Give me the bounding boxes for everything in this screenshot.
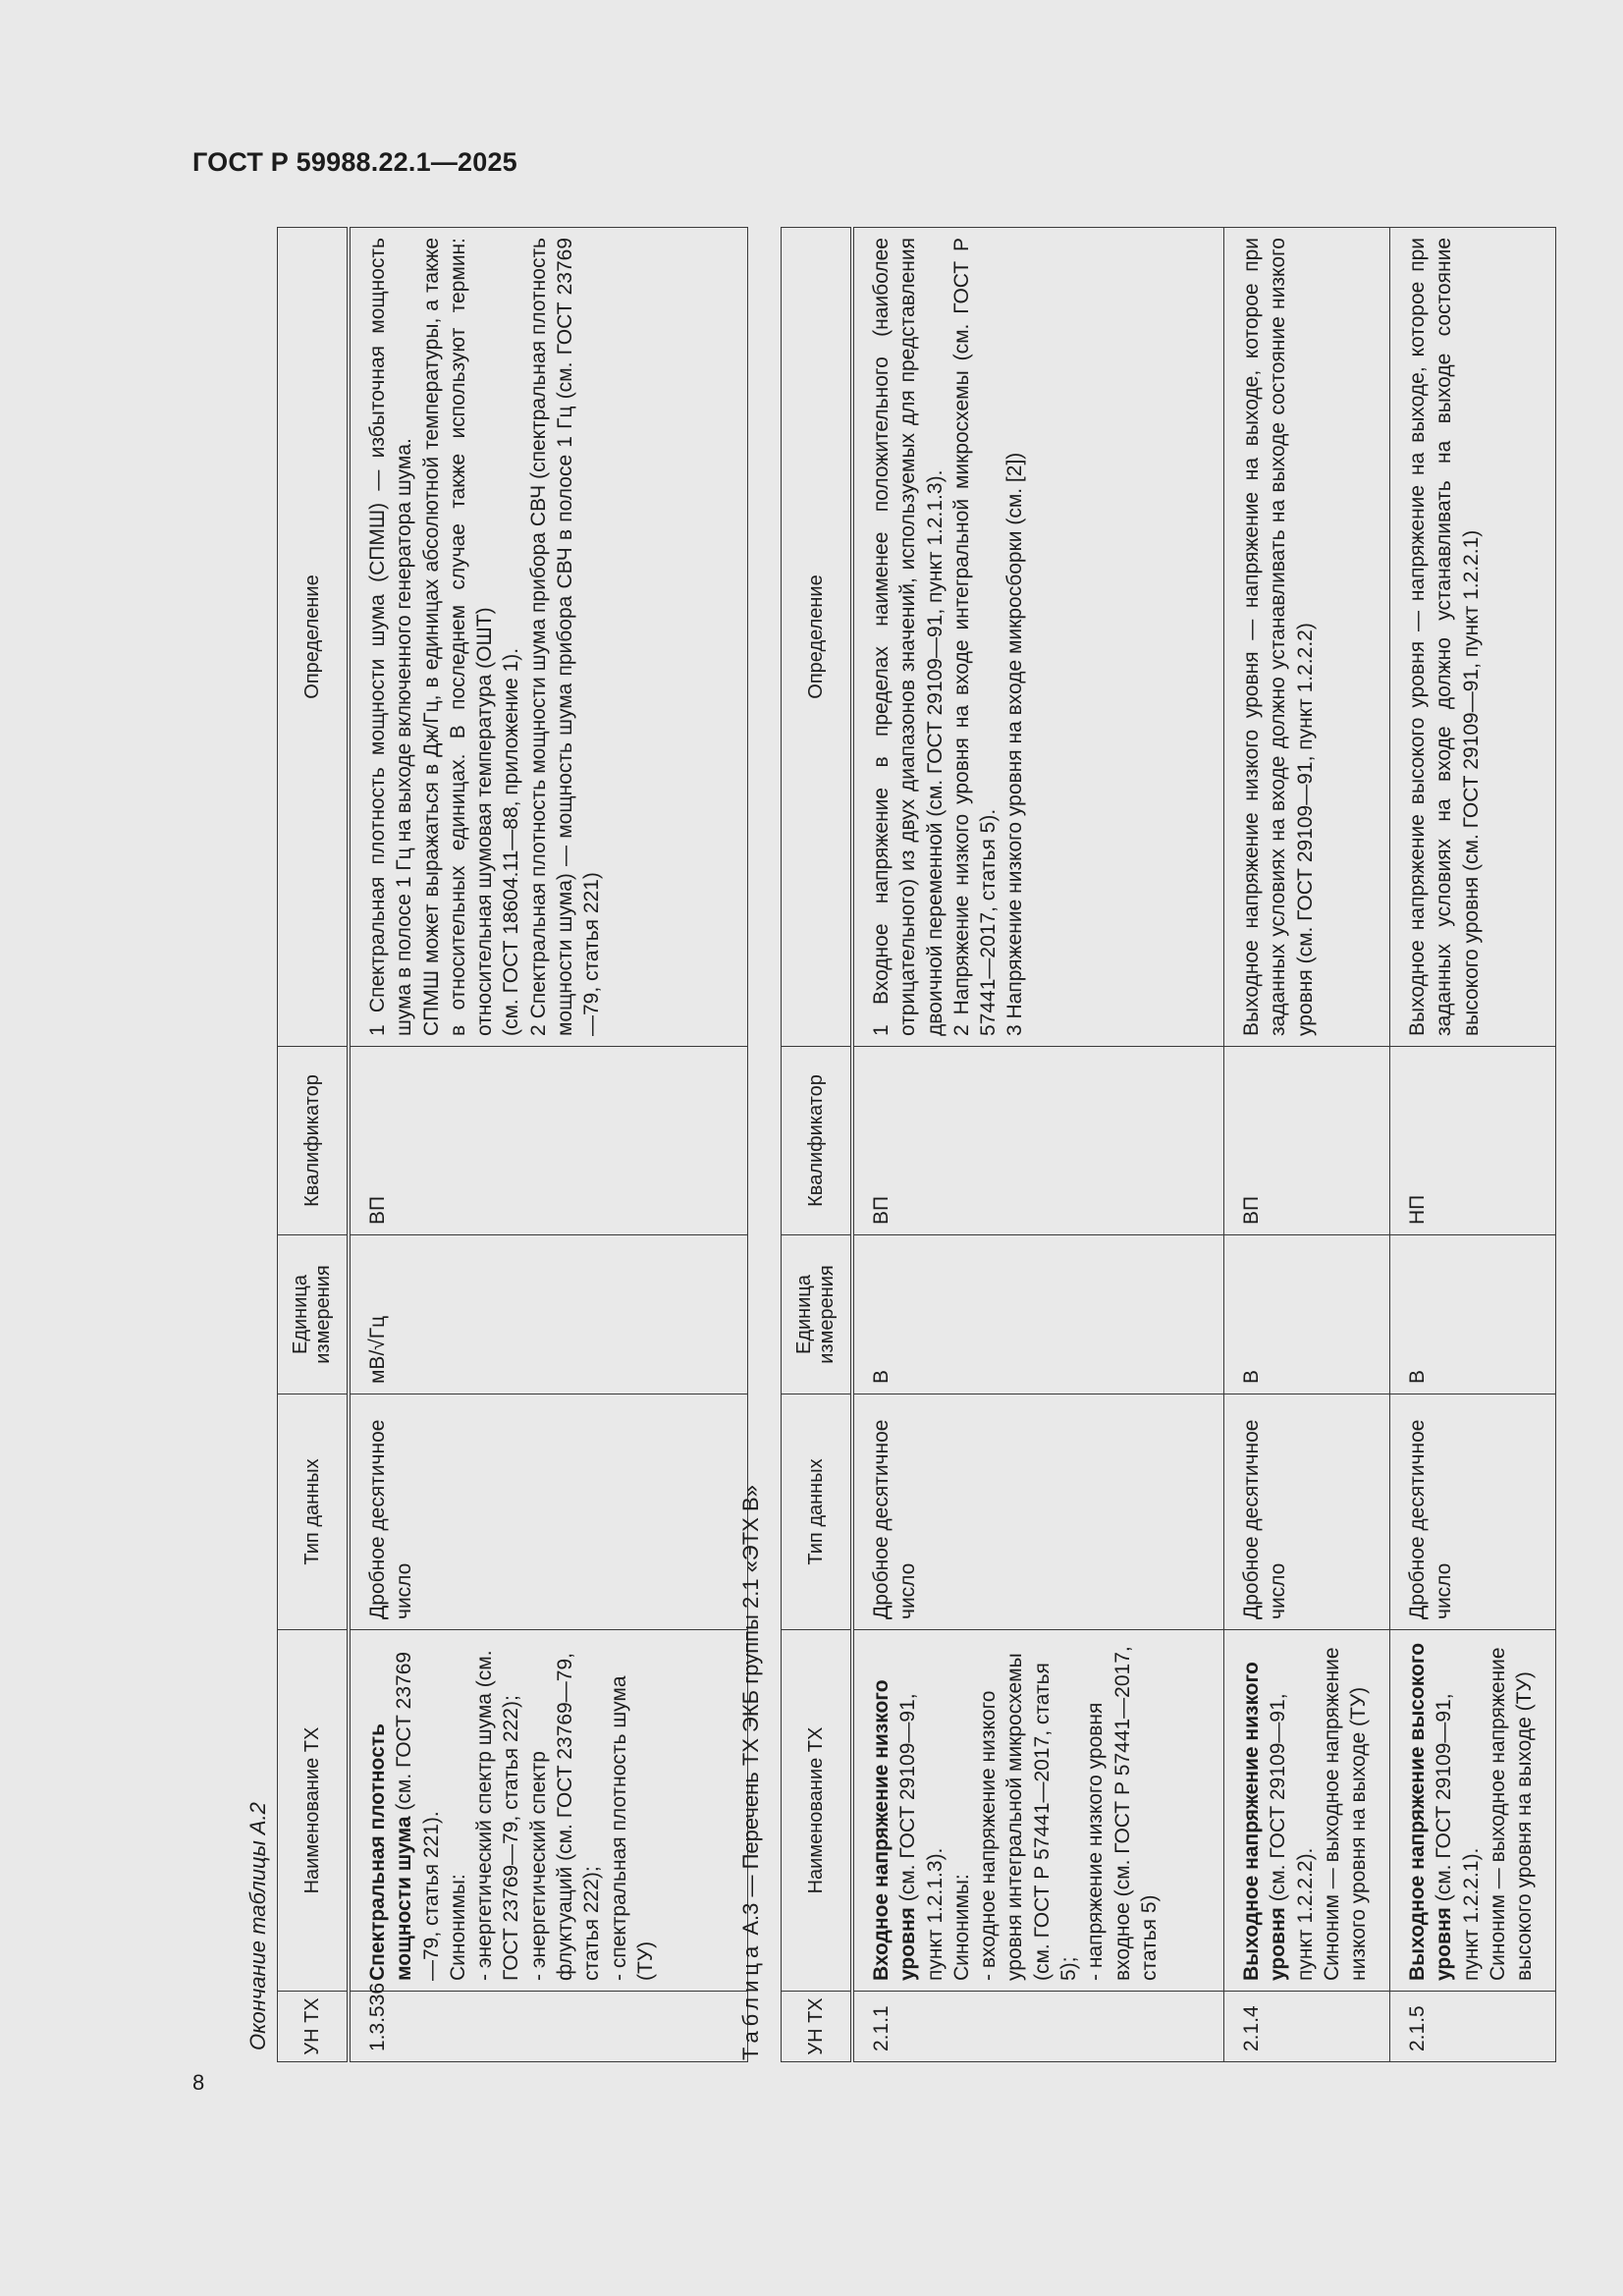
name-bold: Выходное напряжение низкого уровня: [1240, 1662, 1290, 1981]
table-row: [1224, 228, 1390, 2062]
col-header-unit: Единица измерения: [278, 1235, 350, 1394]
table-row: [349, 228, 748, 2062]
definition-item: 2 Спектральная плотность мощности шума прибора СВЧ (спектральная плотность мощности шума) — мощность шума прибора СВЧ в полосе 1 Гц (см. ГОСТ 23769—79, статья 221): [526, 238, 604, 1036]
cell-definition: [1390, 228, 1556, 1047]
table-header-row: [782, 228, 853, 2062]
cell-id: 2.1.5: [1390, 1992, 1556, 2062]
cell-unit: мВ/√Гц: [349, 1235, 748, 1394]
col-header-definition: Определение: [278, 228, 350, 1047]
cell-id: 1.3.536: [349, 1992, 748, 2062]
cell-qualifier: ВП: [349, 1047, 748, 1235]
synonym-item: - энергетический спектр флуктуаций (см. ГОСТ 23769—79, статья 222);: [526, 1653, 604, 1981]
definition-item: 3 Напряжение низкого уровня на входе микросборки (см. [2]): [1003, 452, 1027, 1036]
synonyms-label: Синонимы:: [446, 1874, 469, 1981]
cell-unit: В: [1224, 1235, 1390, 1394]
cell-definition: [349, 228, 748, 1047]
cell-qualifier: НП: [1390, 1047, 1556, 1235]
name-bold: Спектральная плотность мощности шума: [366, 1723, 416, 1981]
name-ref: (см. ГОСТ 29109—91, пункт 1.2.1.3).: [896, 1693, 947, 1981]
cell-name: [1224, 1630, 1390, 1992]
synonym-line: Синоним — выходное напряжение низкого уровня на выходе (ТУ): [1320, 1647, 1371, 1981]
table2-caption-prefix: Таблица: [738, 1941, 763, 2060]
cell-name: [852, 1630, 1224, 1992]
name-bold: Входное напряжение низкого уровня: [870, 1679, 920, 1981]
col-header-name: Наименование ТХ: [278, 1630, 350, 1992]
document-title: ГОСТ Р 59988.22.1—2025: [192, 147, 517, 177]
cell-name: [1390, 1630, 1556, 1992]
cell-unit: В: [1390, 1235, 1556, 1394]
cell-type: Дробное десятичное число: [852, 1394, 1224, 1630]
table-header-row: [278, 228, 350, 2062]
cell-qualifier: ВП: [852, 1047, 1224, 1235]
name-ref: (см. ГОСТ 29109—91, пункт 1.2.2.2).: [1267, 1693, 1317, 1981]
cell-type: Дробное десятичное число: [1224, 1394, 1390, 1630]
definition-item: (см. ГОСТ 18604.11—88, приложение 1).: [500, 647, 523, 1036]
cell-definition: [852, 228, 1224, 1047]
rotated-content: [245, 226, 1537, 2062]
table2-caption: [738, 1485, 764, 2060]
table-row: [1390, 228, 1556, 2062]
table2-caption-rest: А.3 — Перечень ТХ ЭКБ группы 2.1 «ЭТХ В»: [738, 1485, 763, 1941]
col-header-name: Наименование ТХ: [782, 1630, 853, 1992]
cell-name: [349, 1630, 748, 1992]
definition-item: Выходное напряжение высокого уровня — напряжение на выходе, которое при заданных условиях на входе должно устанавливать на выходе состояние высокого уровня (см. ГОСТ 29109—91, пункт 1.2.2.1): [1406, 238, 1483, 1036]
synonym-item: - входное напряжение низкого уровня интегральной микросхемы (см. ГОСТ Р 57441—2017, статья 5);: [977, 1653, 1081, 1981]
cell-unit: В: [852, 1235, 1224, 1394]
definition-item: 2 Напряжение низкого уровня на входе интегральной микросхемы (см. ГОСТ Р 57441—2017, статья 5).: [949, 238, 1001, 1036]
cell-id: 2.1.4: [1224, 1992, 1390, 2062]
col-header-qualifier: Квалификатор: [278, 1047, 350, 1235]
synonym-item: - энергетический спектр шума (см. ГОСТ 23769—79, статья 222);: [473, 1650, 523, 1981]
col-header-definition: Определение: [782, 228, 853, 1047]
definition-item: Выходное напряжение низкого уровня — напряжение на выходе, которое при заданных условиях на входе должно устанавливать на выходе состояние низкого уровня (см. ГОСТ 29109—91, пункт 1.2.2.2): [1240, 238, 1317, 1036]
definition-item: 1 Спектральная плотность мощности шума (СПМШ) — избыточная мощность шума в полосе 1 Гц на выходе включенного генератора шума.: [366, 238, 416, 1036]
cell-id: 2.1.1: [852, 1992, 1224, 2062]
name-bold: Выходное напряжение высокого уровня: [1406, 1642, 1456, 1981]
name-ref: (см. ГОСТ 23769—79, статья 221).: [393, 1651, 443, 1981]
table-a3: [781, 227, 1556, 2062]
col-header-id: УН ТХ: [782, 1992, 853, 2062]
synonym-item: - спектральная плотность шума (ТУ): [607, 1675, 657, 1981]
col-header-type: Тип данных: [278, 1394, 350, 1630]
definition-item: 1 Входное напряжение в пределах наименее положительного (наиболее отрицательного) из двух диапазонов значений, используемых для представления двоичной переменной (см. ГОСТ 29109—91, пункт 1.2.1.3).: [870, 238, 947, 1036]
cell-type: Дробное десятичное число: [349, 1394, 748, 1630]
cell-qualifier: ВП: [1224, 1047, 1390, 1235]
table1-caption: Окончание таблицы А.2: [245, 1802, 270, 2050]
synonym-line: Синоним — выходное напряжение высокого уровня на выходе (ТУ): [1486, 1647, 1537, 1981]
page-number: 8: [192, 2070, 205, 2095]
col-header-qualifier: Квалификатор: [782, 1047, 853, 1235]
col-header-type: Тип данных: [782, 1394, 853, 1630]
definition-item: СПМШ может выражаться в Дж/Гц, в единицах абсолютной температуры, а также в относительных единицах. В последнем случае также используют термин: относительная шумовая температура (ОШТ): [419, 238, 497, 1036]
cell-definition: [1224, 228, 1390, 1047]
name-ref: (см. ГОСТ 29109—91, пункт 1.2.2.1).: [1433, 1693, 1483, 1981]
cell-type: Дробное десятичное число: [1390, 1394, 1556, 1630]
col-header-unit: Единица измерения: [782, 1235, 853, 1394]
synonym-item: - напряжение низкого уровня входное (см. ГОСТ Р 57441—2017, статья 5): [1084, 1646, 1161, 1981]
table-row: [852, 228, 1224, 2062]
synonyms-label: Синонимы:: [949, 1874, 973, 1981]
table-a2-end: [277, 227, 748, 2062]
col-header-id: УН ТХ: [278, 1992, 350, 2062]
